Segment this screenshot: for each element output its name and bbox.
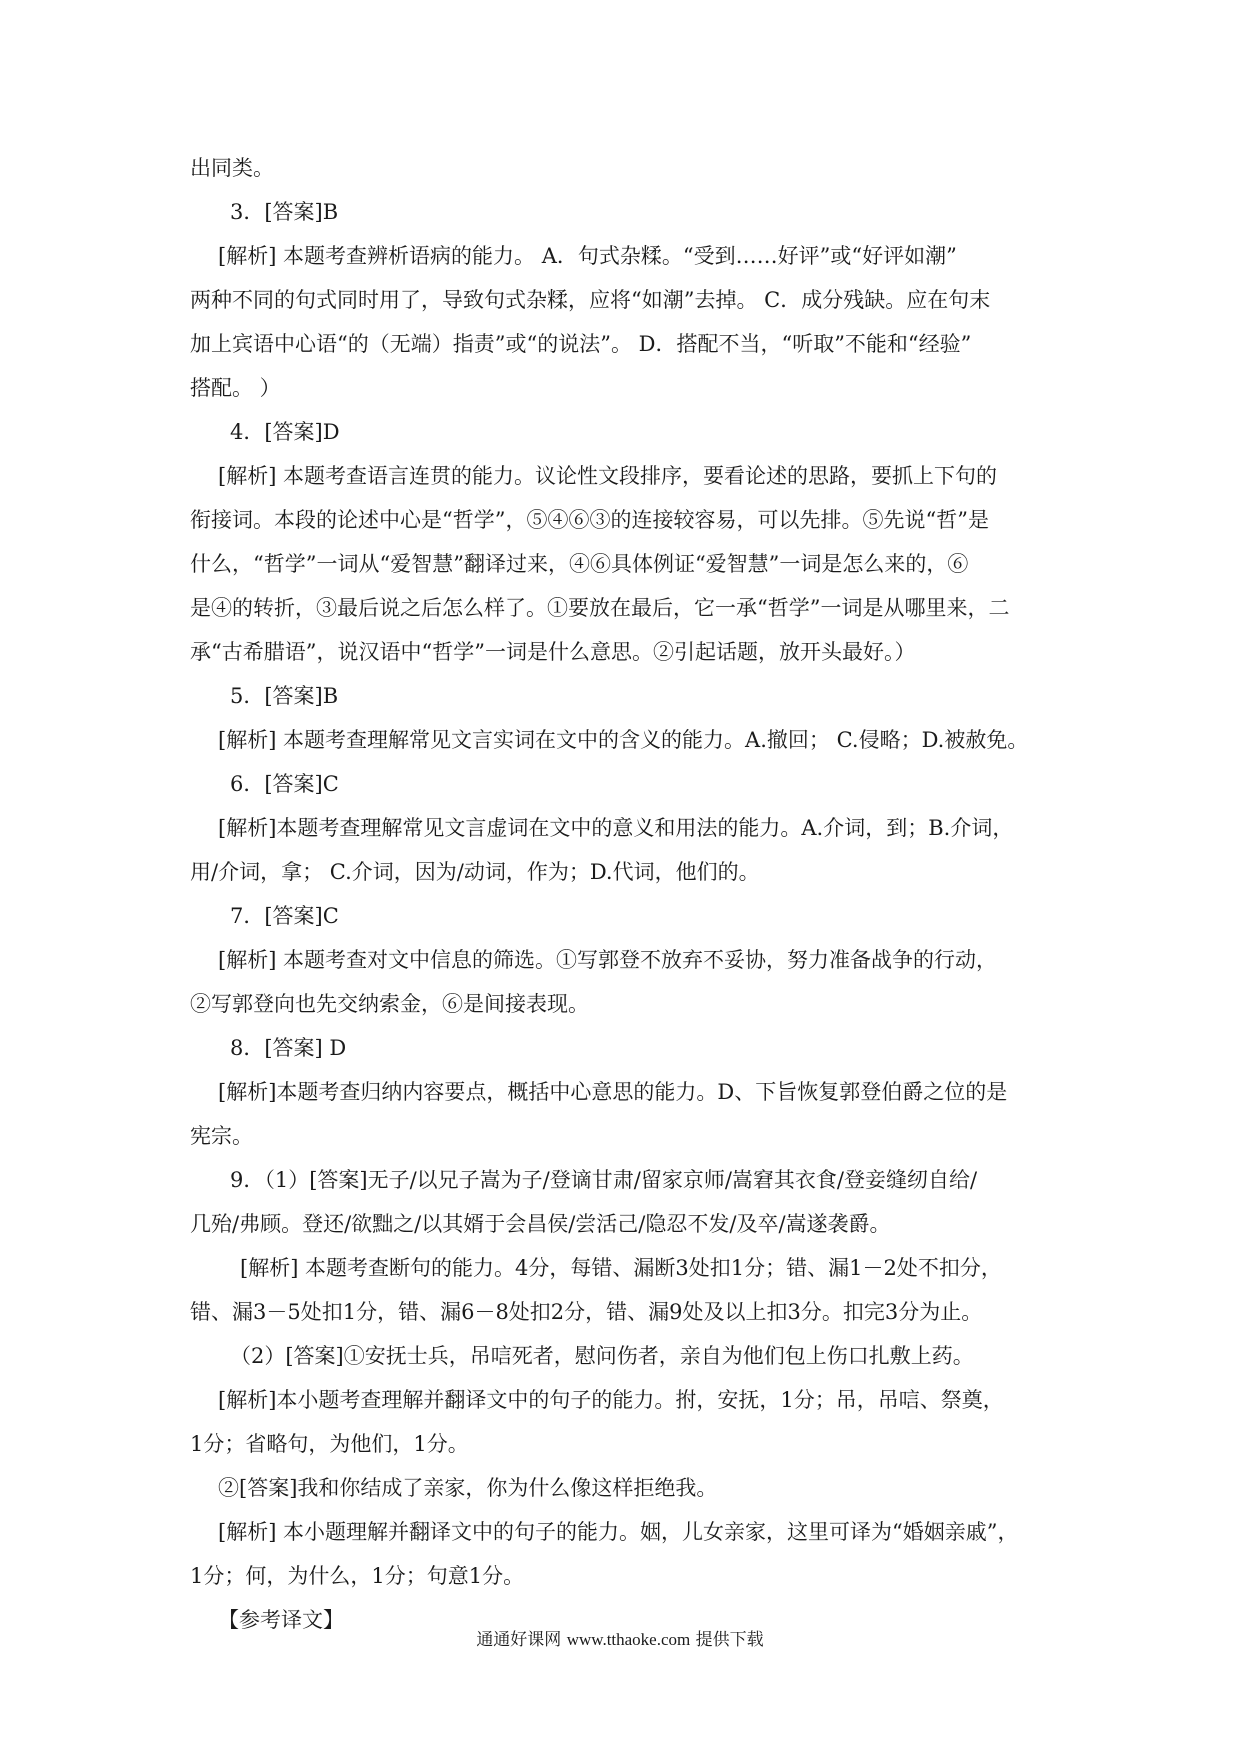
answer-key-text	[190, 146, 1070, 1642]
answer-heading-6: 6．[答案]C	[230, 772, 339, 796]
answer-subheading: ②[答案]我和你结成了亲家，你为什么像这样拒绝我。	[218, 1476, 718, 1500]
explanation-line: [解析]本题考查理解常见文言虚词在文中的意义和用法的能力。A.介词，到；B.介词，	[218, 816, 1014, 840]
explanation-line: [解析] 本题考查对文中信息的筛选。①写郭登不放弃不妥协，努力准备战争的行动，	[218, 948, 998, 972]
text-line: 衔接词。本段的论述中心是“哲学”，⑤④⑥③的连接较容易，可以先排。⑤先说“哲”是	[190, 508, 989, 532]
text-line: 搭配。 ）	[190, 376, 281, 400]
text-line: ②写郭登向也先交纳索金，⑥是间接表现。	[190, 992, 589, 1016]
text-line: 用/介词，拿； C.介词，因为/动词，作为；D.代词，他们的。	[190, 860, 760, 884]
answer-subheading: （2）[答案]①安抚士兵，吊唁死者，慰问伤者，亲自为他们包上伤口扎敷上药。	[230, 1344, 974, 1368]
footer-site-name: 通通好课网	[476, 1630, 562, 1650]
text-line: 什么，“哲学”一词从“爱智慧”翻译过来，④⑥具体例证“爱智慧”一词是怎么来的，⑥	[190, 552, 969, 576]
explanation-line: [解析]本小题考查理解并翻译文中的句子的能力。拊，安抚，1分；吊，吊唁、祭奠，	[218, 1388, 1004, 1412]
text-line: 加上宾语中心语“的（无端）指责”或“的说法”。 D．搭配不当，“听取”不能和“经验”	[190, 332, 972, 356]
answer-heading-4: 4．[答案]D	[230, 420, 340, 444]
text-line: 宪宗。	[190, 1124, 253, 1148]
explanation-line: [解析]本题考查归纳内容要点，概括中心意思的能力。D、下旨恢复郭登伯爵之位的是	[218, 1080, 1008, 1104]
page-footer	[0, 1628, 1240, 1652]
text-line: 出同类。	[190, 156, 274, 180]
text-line: 两种不同的句式同时用了，导致句式杂糅，应将“如潮”去掉。 C．成分残缺。应在句末	[190, 288, 991, 312]
footer-url: www.tthaoke.com	[566, 1630, 691, 1649]
footer-suffix: 提供下载	[695, 1630, 764, 1650]
text-line: 1分；何，为什么，1分；句意1分。	[190, 1564, 525, 1588]
answer-heading-9: 9．（1）[答案]无子/以兄子嵩为子/登谪甘肃/留家京师/嵩窘其衣食/登妾缝纫自给/	[230, 1168, 978, 1192]
reference-translation-heading: 【参考译文】	[218, 1608, 344, 1632]
explanation-line: [解析] 本小题理解并翻译文中的句子的能力。姻，儿女亲家，这里可译为“婚姻亲戚”，	[218, 1520, 1019, 1544]
explanation-line: [解析] 本题考查理解常见文言实词在文中的含义的能力。A.撤回； C.侵略；D.被赦免。	[218, 728, 1029, 752]
explanation-line: [解析] 本题考查断句的能力。4分，每错、漏断3处扣1分；错、漏1－2处不扣分，	[240, 1256, 1002, 1280]
text-line: 错、漏3－5处扣1分，错、漏6－8处扣2分，错、漏9处及以上扣3分。扣完3分为止。	[190, 1300, 983, 1324]
answer-heading-5: 5．[答案]B	[230, 684, 339, 708]
explanation-line: [解析] 本题考查辨析语病的能力。 A．句式杂糅。“受到……好评”或“好评如潮”	[218, 244, 957, 268]
text-line: 承“古希腊语”，说汉语中“哲学”一词是什么意思。②引起话题，放开头最好。）	[190, 640, 916, 664]
text-line: 几殆/弗顾。登还/欲黜之/以其婿于会昌侯/尝活己/隐忍不发/及卒/嵩遂袭爵。	[190, 1212, 891, 1236]
text-line: 1分；省略句，为他们，1分。	[190, 1432, 469, 1456]
answer-heading-7: 7．[答案]C	[230, 904, 339, 928]
text-line: 是④的转折，③最后说之后怎么样了。①要放在最后，它一承“哲学”一词是从哪里来，二	[190, 596, 1010, 620]
answer-heading-8: 8．[答案] D	[230, 1036, 347, 1060]
answer-heading-3: 3．[答案]B	[230, 200, 339, 224]
explanation-line: [解析] 本题考查语言连贯的能力。议论性文段排序，要看论述的思路，要抓上下句的	[218, 464, 998, 488]
